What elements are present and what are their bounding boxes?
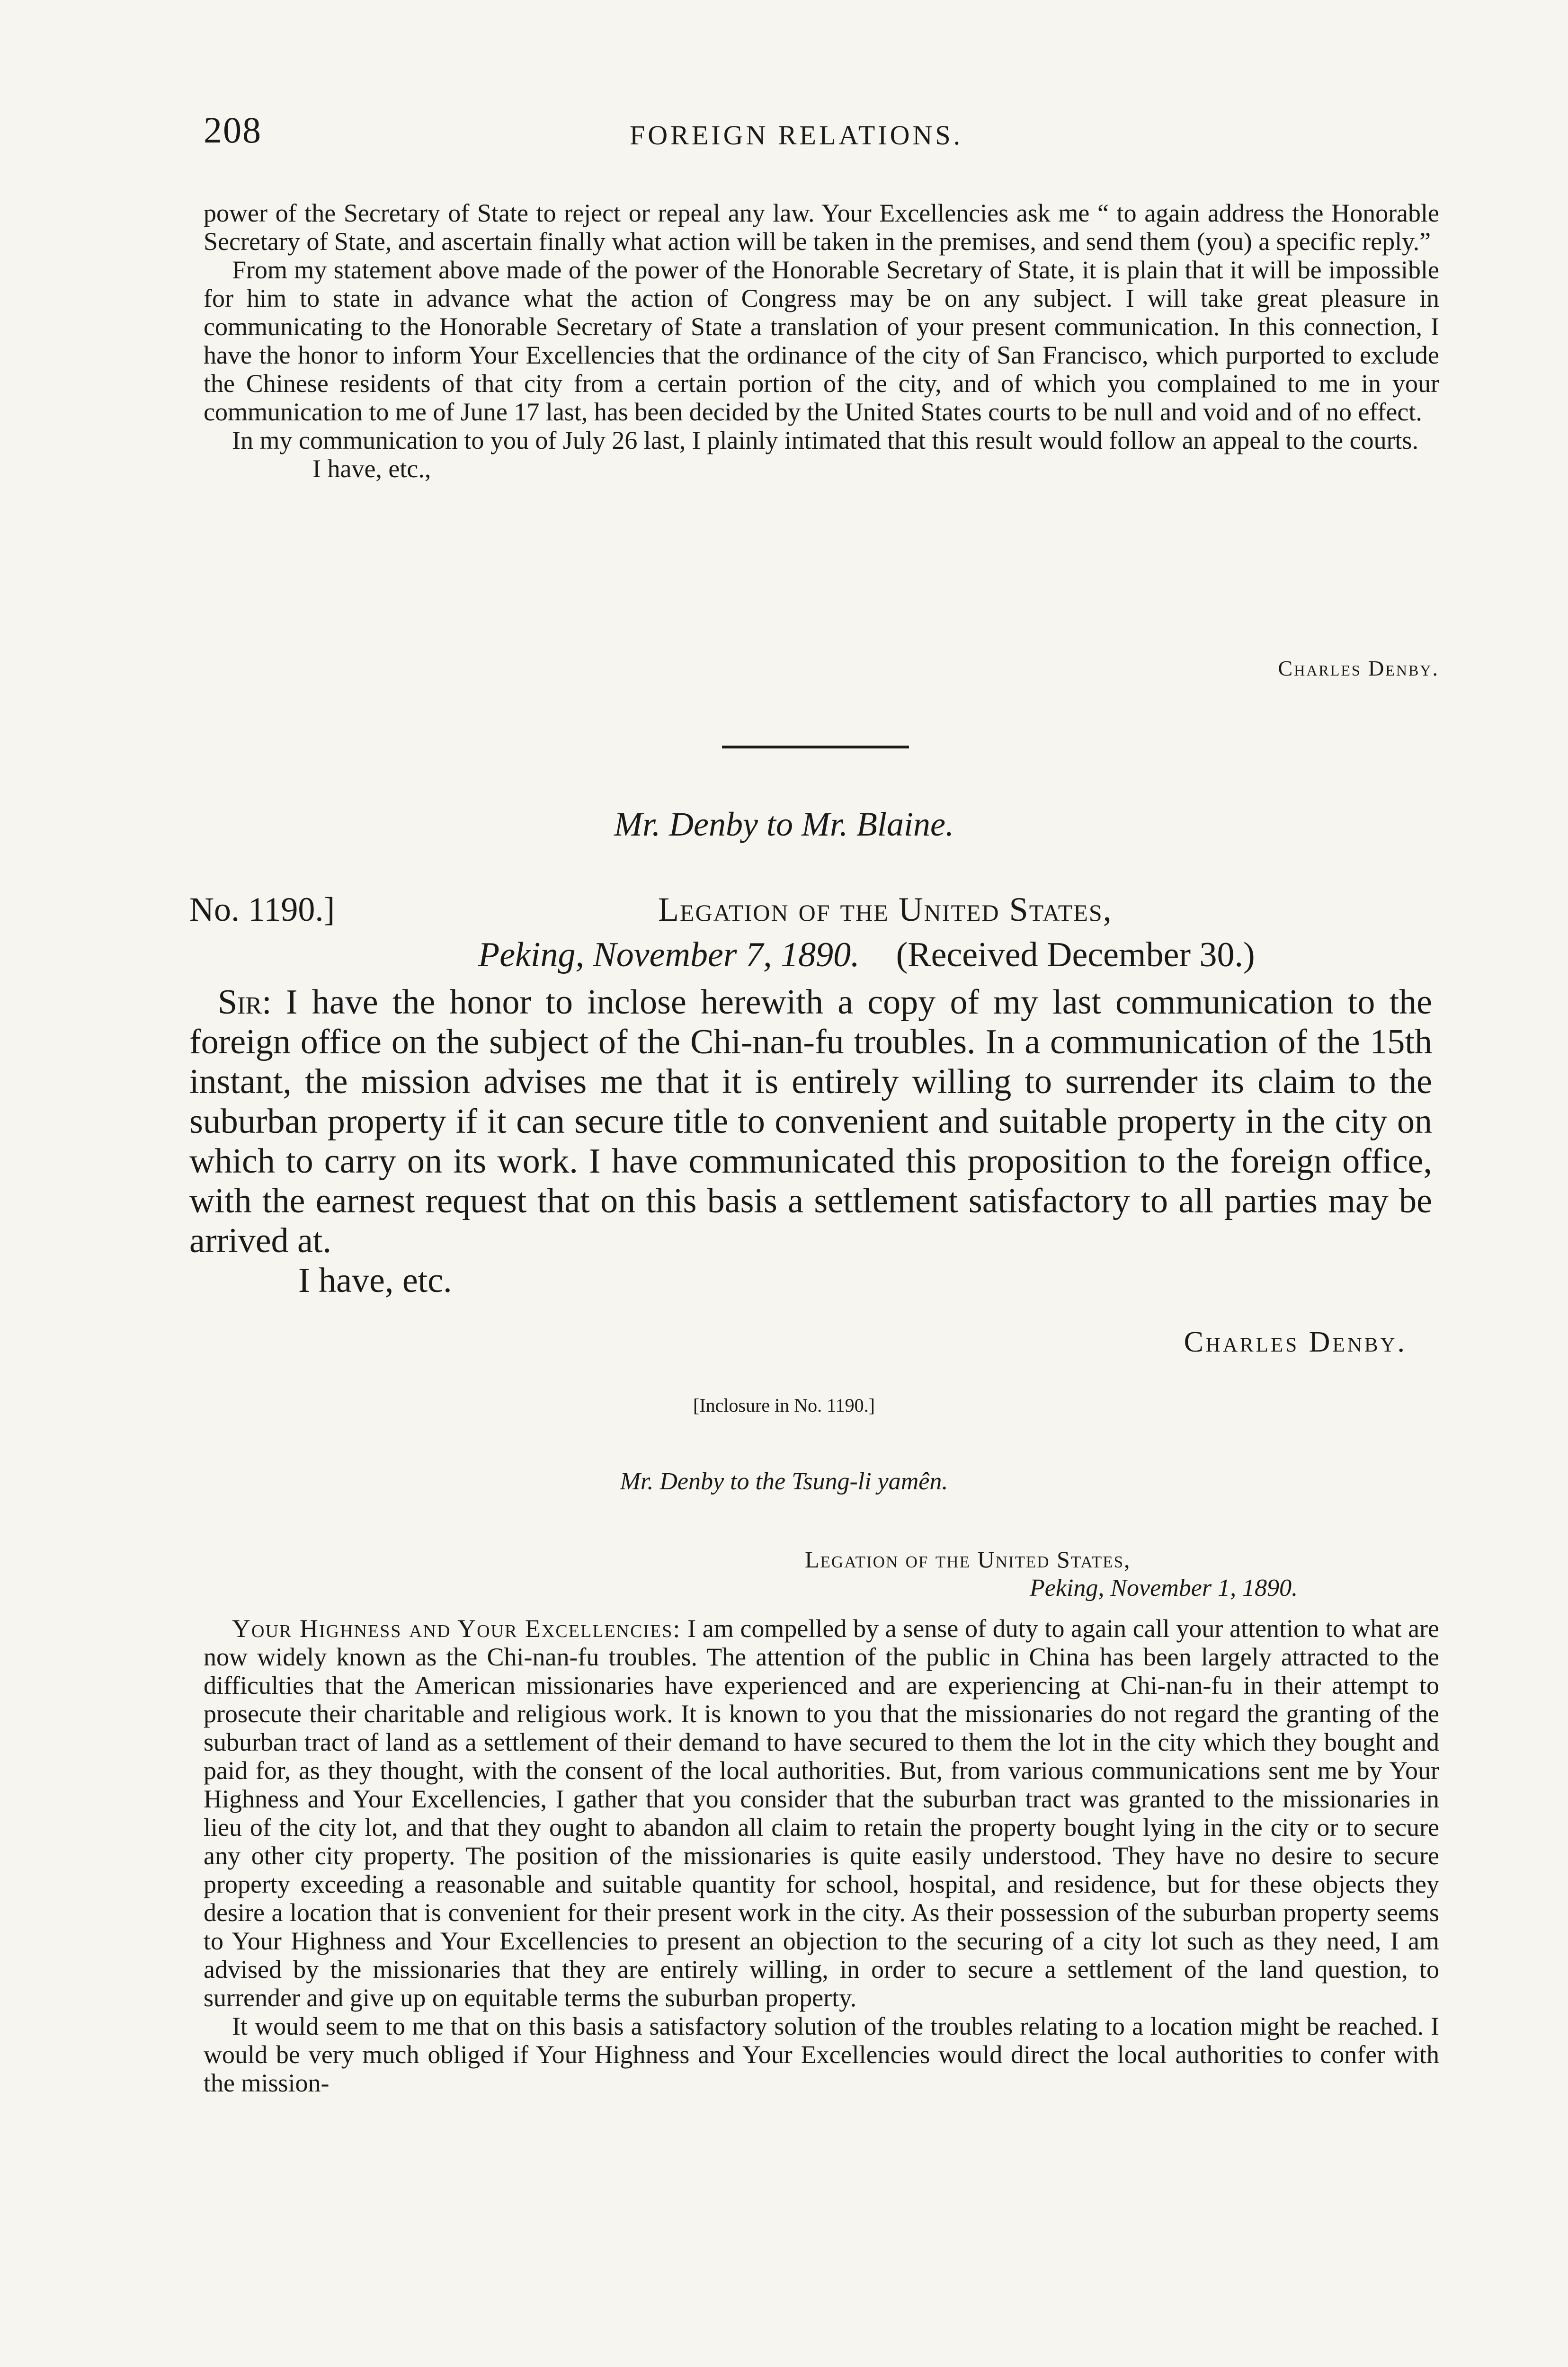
legation-heading: Legation of the United States, [805, 1546, 1131, 1573]
signature: Charles Denby. [1278, 656, 1439, 680]
page-header [204, 109, 1425, 166]
closing: I have, etc., [312, 454, 431, 483]
closing: I have, etc. [298, 1261, 452, 1300]
salutation: Sir: [218, 983, 272, 1022]
signature: Charles Denby. [1184, 1326, 1407, 1358]
legation-text: Legation of the United States, [658, 890, 1113, 928]
salutation: Your Highness and Your Excellencies: [232, 1614, 681, 1643]
page-number: 208 [204, 109, 262, 151]
letter-continuation [204, 199, 1439, 483]
paragraph: From my statement above made of the power of the Honorable Secretary of State, it is plain that it will be impossible for him to state in advance what the action of Congress may be on any subject. I will take great pleasure in communicating to the Honorable Secretary of State a translation of your present communication. In this connection, I have the honor to inform Your Excellencies that the ordinance of the city of San Francisco, which purported to exclude the Chinese residents of that city from a certain portion of the city, and of which you complained to me in your communication to me of June 17 last, has been decided by the United States courts to be null and void and of no effect. [204, 256, 1439, 426]
running-title: FOREIGN RELATIONS. [630, 120, 963, 151]
place-date: Peking, November 1, 1890. [1030, 1575, 1298, 1602]
paragraph: It would seem to me that on this basis a satisfactory solution of the troubles relating to a location might be reached. I would be very much obliged if Your Highness and Your Excellencies would direct the local authorities to confer with the mission- [204, 2012, 1439, 2097]
legation-heading [658, 890, 1113, 929]
place-date-text: Peking, November 7, 1890. [478, 935, 860, 974]
paragraph [189, 982, 1432, 1261]
section-divider [722, 746, 909, 748]
inclosure-label: [Inclosure in No. 1190.] [693, 1395, 875, 1416]
document-number: No. 1190.] [189, 890, 335, 928]
paragraph [204, 1614, 1439, 2012]
place-date [478, 935, 1255, 975]
paragraph: In my communication to you of July 26 last, I plainly intimated that this result would follow an appeal to the courts. [232, 426, 1419, 454]
inclosure-title: Mr. Denby to the Tsung-li yamên. [620, 1468, 948, 1495]
letter-title: Mr. Denby to Mr. Blaine. [614, 805, 954, 843]
letter-body [189, 982, 1432, 1300]
body-text: I have the honor to inclose herewith a copy of my last communication to the foreign office on the subject of the Chi-nan-fu troubles. In a communication of the 15th instant, the mission advises me that it is entirely willing to surrender its claim to the suburban property if it can secure title to convenient and suitable property in the city on which to carry on its work. I have communicated this proposition to the foreign office, with the earnest request that on this basis a settlement satisfactory to all parties may be arrived at. [189, 983, 1433, 1260]
received-date: (Received December 30.) [896, 935, 1255, 974]
body-text: I am compelled by a sense of duty to again call your attention to what are now widely known as the Chi-nan-fu troubles. The attention of the public in China has been largely attracted to the difficulties that the American missionaries have experienced and are experiencing at Chi-nan-fu in their attempt to prosecute their charitable and religious work. It is known to you that the missionaries do not regard the granting of the suburban tract of land as a settlement of their demand to have secured to them the lot in the city which they bought and paid for, as they thought, with the consent of the local authorities. But, from various communications sent me by Your Highness and Your Excellencies, I gather that you consider that the suburban tract was granted to the missionaries in lieu of the city lot, and that they ought to abandon all claim to retain the property bought lying in the city or to secure any other city property. The position of the missionaries is quite easily understood. They have no desire to secure property exceeding a reasonable and suitable quantity for school, hospital, and residence, but for these objects they desire a location that is convenient for their present work in the city. As their possession of the suburban property seems to Your Highness and Your Excellencies to present an objection to the securing of a city lot such as they need, I am advised by the missionaries that they are entirely willing, in order to secure a settlement of the land question, to surrender and give up on equitable terms the suburban property. [204, 1614, 1440, 2012]
inclosure-body [204, 1614, 1439, 2097]
paragraph: power of the Secretary of State to reject or repeal any law. Your Excellencies ask me “ to again address the Honorable Secretary of State, and ascertain finally what action will be taken in the premises, and send them (you) a specific reply.” [204, 199, 1439, 256]
